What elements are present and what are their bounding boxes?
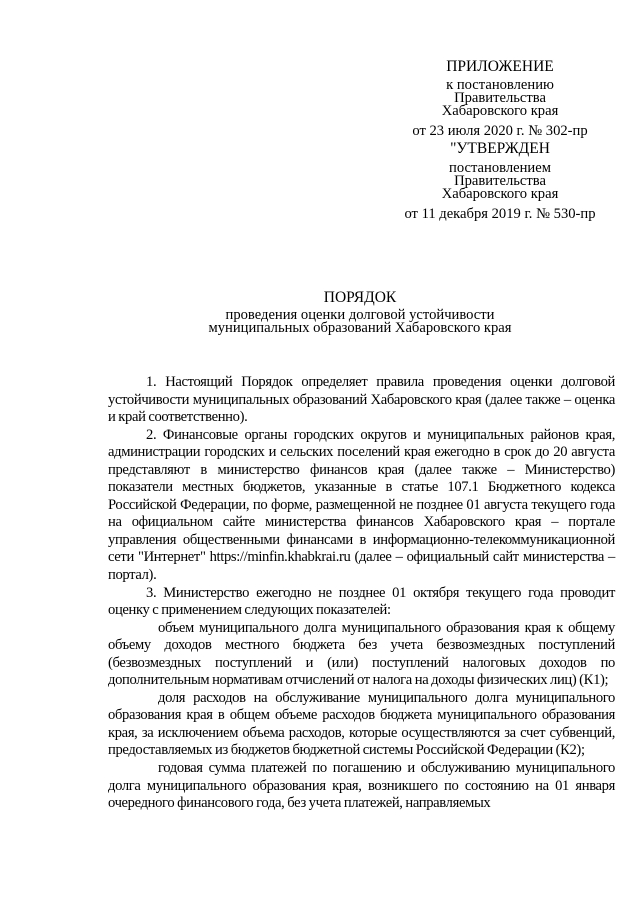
appendix-line: Правительства [454, 90, 546, 106]
indicator-k1: объем муниципального долга муниципального образования края к общему объему доходов местного бюджета без учета безвозмездных поступлений (безвозмездных поступлений и (или) поступлений налоговых доходов по дополнительным нормативам отчислений от налога на доходы физических лиц) (К1); [108, 619, 615, 689]
indicator-k3: годовая сумма платежей по погашению и обслуживанию муниципального долга муниципального образования края, возникшего по состоянию на 01 января очередного финансового года, без учета платежей, направляемых [108, 760, 615, 812]
appendix-date: от 23 июля 2020 г. № 302-пр [412, 123, 588, 139]
approved-line: постановлением [449, 160, 551, 176]
approved-title: "УТВЕРЖДЕН [450, 140, 550, 157]
appendix-block [395, 58, 605, 138]
approved-line: Правительства [454, 173, 546, 189]
document-body [108, 374, 615, 813]
subtitle-line: муниципальных образований Хабаровского края [208, 320, 512, 336]
paragraph-2: 2. Финансовые органы городских округов и муниципальных районов края, администрации городских и сельских поселений края ежегодно в срок до 20 августа представляют в министерство финансов края (далее также – Министерство) показатели местных бюджетов, указанные в статье 107.1 Бюджетного кодекса Российской Федерации, по форме, размещенной не позднее 01 августа текущего года на официальном сайте министерства финансов Хабаровского края – портале управления общественными финансами в информационно-телекоммуникационной сети "Интернет" https://minfin.khabkrai.ru (далее – официальный сайт министерства – портал). [108, 426, 615, 584]
paragraph-1: 1. Настоящий Порядок определяет правила проведения оценки долговой устойчивости муниципальных образований Хабаровского края (далее также – оценка и край соответственно). [108, 374, 615, 426]
approved-block [395, 140, 605, 221]
indicator-k2: доля расходов на обслуживание муниципального долга муниципального образования края в общем объеме расходов бюджета муниципального образования края, за исключением объема расходов, которые осуществляются за счет субвенций, предоставляемых из бюджетов бюджетной системы Российской Федерации (К2); [108, 689, 615, 759]
subtitle-line: проведения оценки долговой устойчивости [225, 307, 495, 323]
approved-line: Хабаровского края [441, 186, 559, 202]
appendix-title: ПРИЛОЖЕНИЕ [446, 58, 554, 75]
document-title: ПОРЯДОК [323, 289, 397, 306]
appendix-line: Хабаровского края [441, 103, 559, 119]
paragraph-3: 3. Министерство ежегодно не позднее 01 октября текущего года проводит оценку с применением следующих показателей: [108, 584, 615, 619]
appendix-line: к постановлению [446, 77, 554, 93]
document-subtitle [80, 309, 640, 335]
approved-date: от 11 декабря 2019 г. № 530-пр [404, 206, 596, 222]
